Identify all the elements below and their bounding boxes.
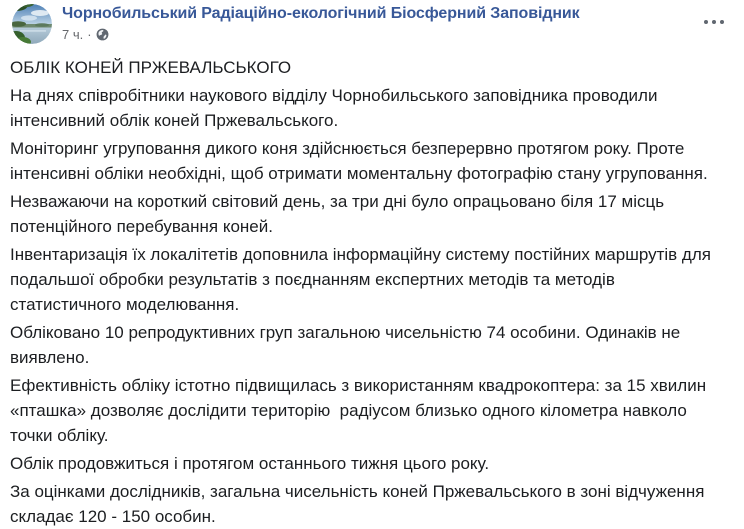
more-options-icon: [704, 20, 708, 24]
post-timestamp-link[interactable]: 7 ч.: [62, 27, 84, 42]
page-avatar[interactable]: [12, 4, 52, 44]
meta-separator: ·: [87, 27, 92, 42]
post-paragraph: Моніторинг угруповання дикого коня здійснюється безперервно протягом року. Проте інтенсивні обліки необхідні, щоб отримати моментальну фотографію стану угруповання.: [10, 139, 708, 183]
post-paragraph: Інвентаризація їх локалітетів доповнила інформаційну систему постійних маршрутів для подальшої обробки результатів з поєднанням експертних методів та методів статистичного моделювання.: [10, 245, 716, 314]
post-paragraph: ОБЛІК КОНЕЙ ПРЖЕВАЛЬСЬКОГО: [10, 58, 292, 77]
post-header: [0, 0, 744, 48]
post-paragraph: Облік продовжиться і протягом останнього тижня цього року.: [10, 454, 490, 473]
post-text: [0, 48, 744, 529]
more-options-button[interactable]: [700, 14, 728, 30]
post-meta: [62, 26, 684, 43]
more-options-icon: [712, 20, 716, 24]
more-options-icon: [720, 20, 724, 24]
post-paragraph: Ефективність обліку істотно підвищилась з використанням квадрокоптера: за 15 хвилин «пташка» дозволяє дослідити територію радіусом близько одного кілометра навколо точки обліку.: [10, 376, 711, 445]
post-paragraph: За оцінками дослідників, загальна чисельність коней Пржевальського в зоні відчуження складає 120 - 150 особин.: [10, 482, 710, 526]
privacy-globe-icon: [96, 28, 109, 41]
page-name-link[interactable]: Чорнобильський Радіаційно-екологічний Біосферний Заповідник: [62, 5, 580, 22]
landscape-avatar-image: [12, 4, 52, 44]
post-header-text: [62, 3, 684, 43]
post-paragraph: На днях співробітники наукового відділу Чорнобильського заповідника проводили інтенсивний облік коней Пржевальського.: [10, 86, 663, 130]
post-paragraph: Обліковано 10 репродуктивних груп загальною чисельністю 74 особини. Одинаків не виявлено.: [10, 323, 685, 367]
post-paragraph: Незважаючи на короткий світовий день, за три дні було опрацьовано біля 17 місць потенційного перебування коней.: [10, 192, 669, 236]
